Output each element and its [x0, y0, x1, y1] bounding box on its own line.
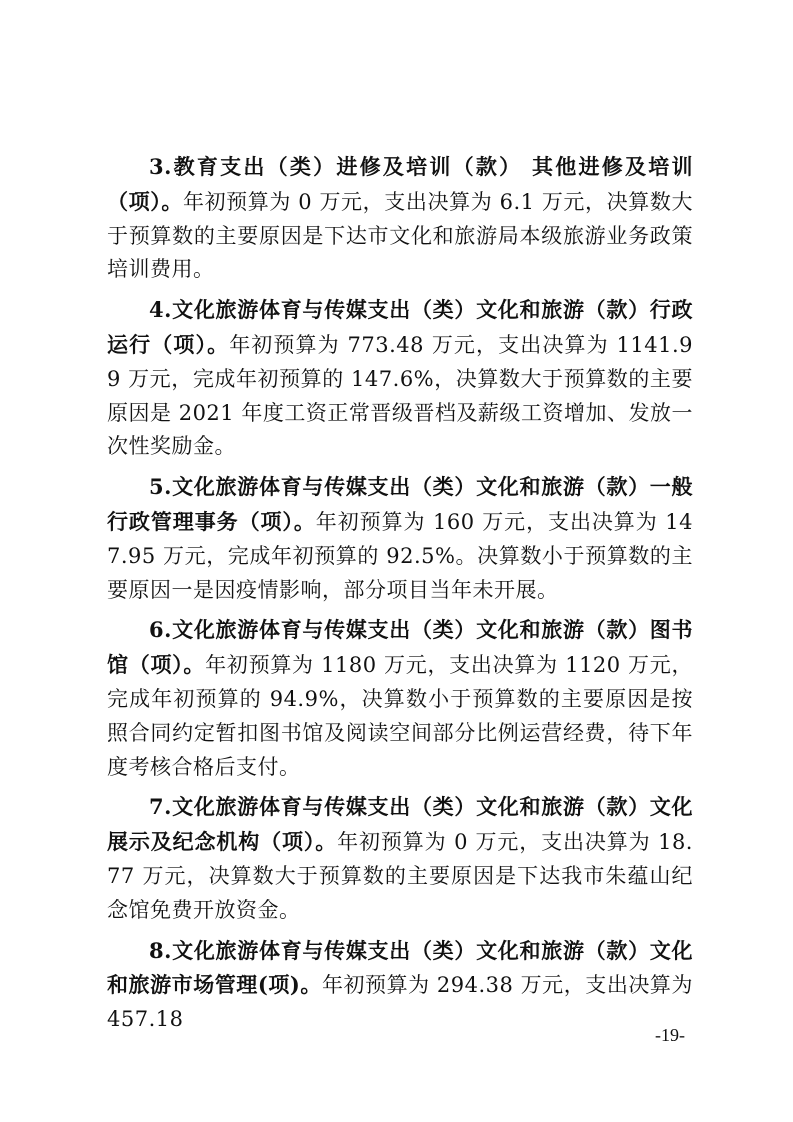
paragraph-heading: 8.文化旅游体育与传媒支出（类）文化和旅游（款）文化和旅游市场管理(项)。	[107, 937, 693, 998]
paragraph-item-4	[107, 293, 693, 464]
paragraph-item-5	[107, 470, 693, 607]
paragraph-item-3	[107, 150, 693, 287]
document-body	[107, 150, 693, 1043]
paragraph-item-6	[107, 613, 693, 784]
paragraph-text: 年初预算为 0 万元，支出决算为 18.77 万元，决算数大于预算数的主要原因是下达我市朱蕴山纪念馆免费开放资金。	[107, 830, 693, 922]
page-number: -19-	[655, 1025, 685, 1045]
paragraph-item-7	[107, 790, 693, 927]
paragraph-heading: 4.文化旅游体育与传媒支出（类）文化和旅游（款）行政运行（项）。	[107, 297, 693, 357]
paragraph-text: 年初预算为 294.38 万元，支出决算为 457.18	[107, 973, 693, 1032]
paragraph-item-8	[107, 934, 693, 1037]
paragraph-heading: 7.文化旅游体育与传媒支出（类）文化和旅游（款）文化展示及纪念机构（项）。	[107, 794, 693, 855]
paragraph-text: 年初预算为 0 万元，支出决算为 6.1 万元，决算数大于预算数的主要原因是下达市文化和旅游局本级旅游业务政策培训费用。	[107, 189, 693, 282]
paragraph-text: 年初预算为 1180 万元，支出决算为 1120 万元，完成年初预算的 94.9%，决算数小于预算数的主要原因是按照合同约定暂扣图书馆及阅读空间部分比例运营经费，待下年度考核合格后支付。	[107, 653, 694, 779]
paragraph-text: 年初预算为 773.48 万元，支出决算为 1141.99 万元，完成年初预算的 147.6%，决算数大于预算数的主要原因是 2021 年度工资正常晋级晋档及薪级工资增加、发放一次性奖励金。	[107, 332, 694, 459]
paragraph-heading: 6.文化旅游体育与传媒支出（类）文化和旅游（款）图书馆（项）。	[107, 617, 693, 678]
paragraph-heading: 3.教育支出（类）进修及培训（款） 其他进修及培训（项）。	[107, 154, 693, 214]
paragraph-text: 年初预算为 160 万元，支出决算为 147.95 万元，完成年初预算的 92.5%。决算数小于预算数的主要原因一是因疫情影响，部分项目当年未开展。	[107, 509, 693, 602]
paragraph-heading: 5.文化旅游体育与传媒支出（类）文化和旅游（款）一般行政管理事务（项）。	[107, 474, 693, 534]
